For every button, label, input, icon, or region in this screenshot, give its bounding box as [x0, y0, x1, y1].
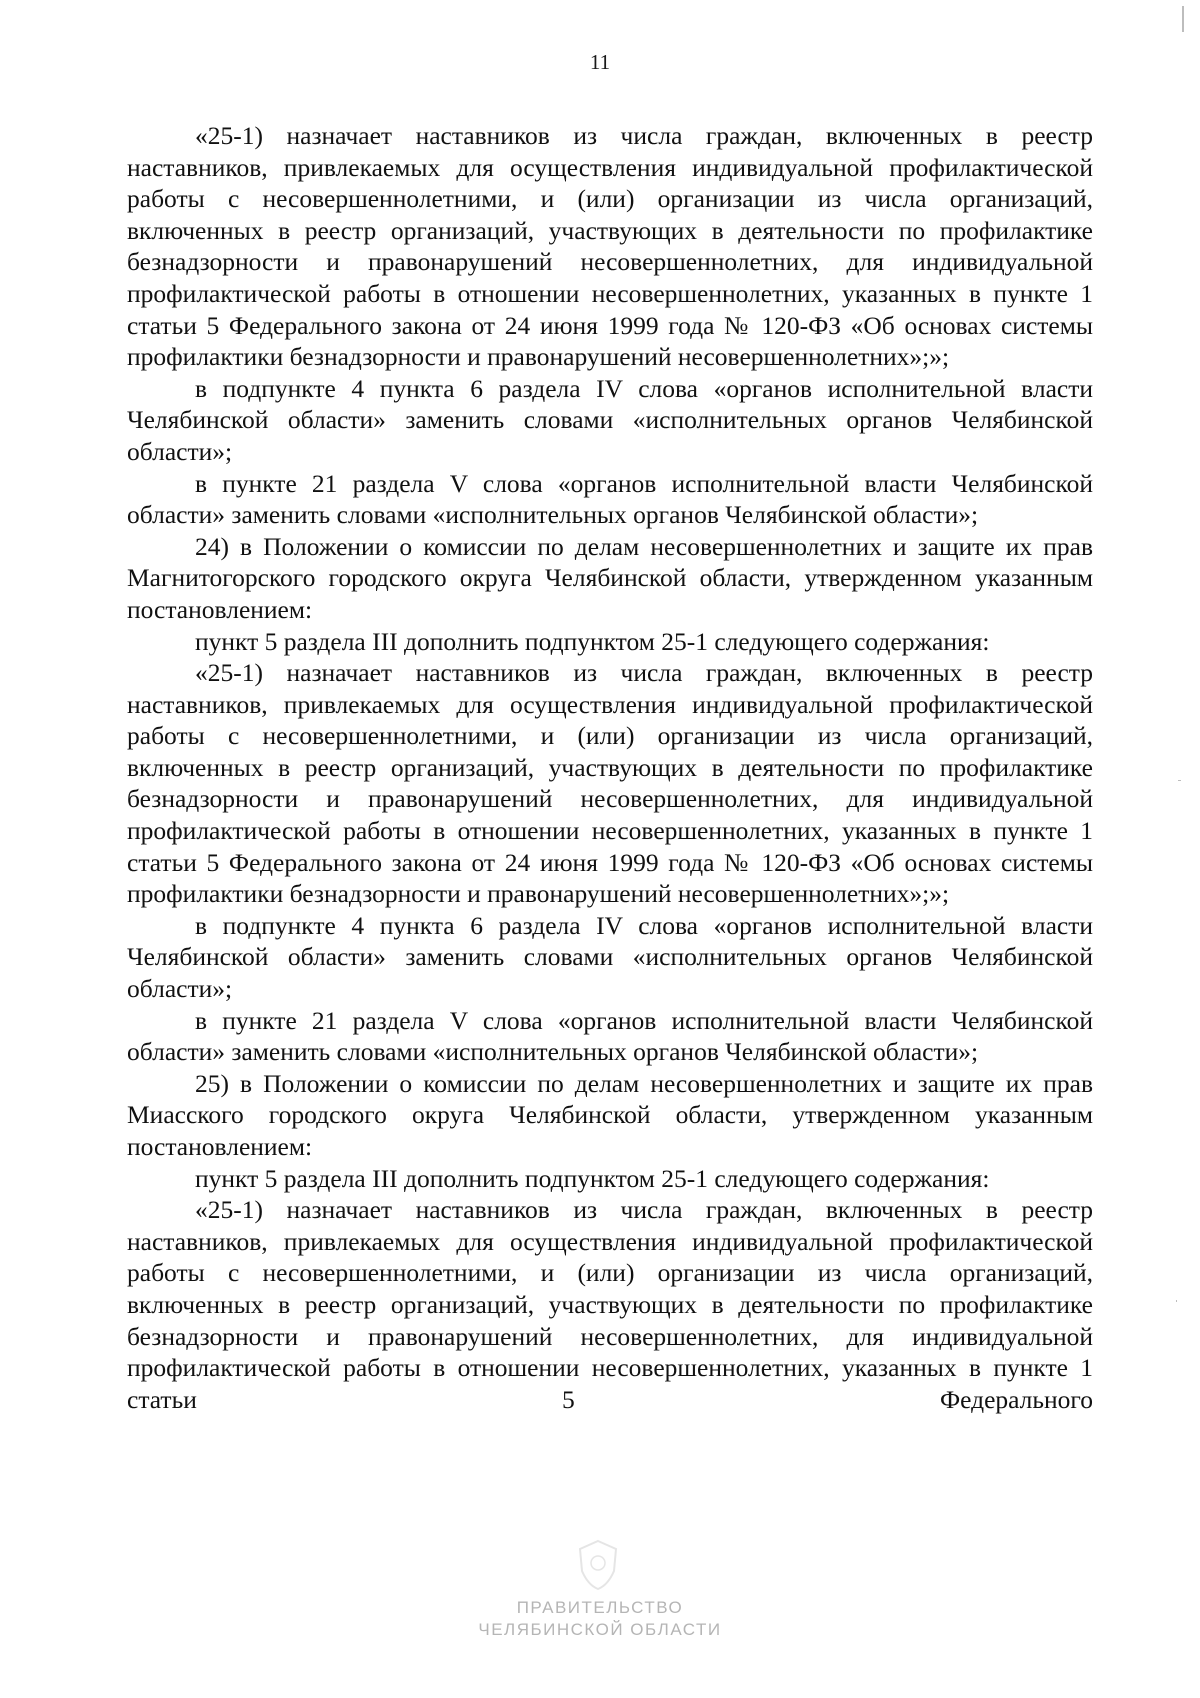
stamp-line-1: ПРАВИТЕЛЬСТВО	[516, 1598, 684, 1617]
scan-artifact	[1178, 780, 1181, 781]
paragraph-4: 24) в Положении о комиссии по делам несовершеннолетних и защите их прав Магнитогорского городского округа Челябинской области, утвержденном указанным постановлением:	[127, 531, 1093, 624]
paragraph-7: в подпункте 4 пункта 6 раздела IV слова «органов исполнительной власти Челябинской области» заменить словами «исполнительных органов Челябинской области»;	[127, 910, 1093, 1004]
stamp-line-2: ЧЕЛЯБИНСКОЙ ОБЛАСТИ	[478, 1620, 722, 1639]
coat-of-arms-icon	[568, 1535, 628, 1595]
government-stamp	[0, 1597, 1200, 1641]
paragraph-8: в пункте 21 раздела V слова «органов исполнительной власти Челябинской области» заменить словами «исполнительных органов Челябинской области»;	[127, 1005, 1093, 1067]
scan-artifact	[1176, 1300, 1177, 1302]
page-number: 11	[589, 50, 611, 74]
paragraph-5: пункт 5 раздела III дополнить подпунктом 25-1 следующего содержания:	[195, 626, 990, 656]
paragraph-2: в подпункте 4 пункта 6 раздела IV слова «органов исполнительной власти Челябинской области» заменить словами «исполнительных органов Челябинской области»;	[127, 373, 1093, 466]
paragraph-11: «25-1) назначает наставников из числа граждан, включенных в реестр наставников, привлекаемых для осуществления индивидуальной профилактической работы с несовершеннолетними, и (или) организации из числа организаций, включенных в реестр организаций, участвующих в деятельности по профилактике безнадзорности и правонарушений несовершеннолетних, для индивидуальной профилактической работы в отношении несовершеннолетних, указанных в пункте 1 статьи 5 Федерального	[127, 1195, 1093, 1414]
paragraph-6: «25-1) назначает наставников из числа граждан, включенных в реестр наставников, привлекаемых для осуществления индивидуальной профилактической работы с несовершеннолетними, и (или) организации из числа организаций, включенных в реестр организаций, участвующих в деятельности по профилактике безнадзорности и правонарушений несовершеннолетних, для индивидуальной профилактической работы в отношении несовершеннолетних, указанных в пункте 1 статьи 5 Федерального закона от 24 июня 1999 года № 120-ФЗ «Об основах системы профилактики безнадзорности и правонарушений несовершеннолетних»;»;	[127, 658, 1093, 909]
paragraph-1: «25-1) назначает наставников из числа граждан, включенных в реестр наставников, привлекаемых для осуществления индивидуальной профилактической работы с несовершеннолетними, и (или) организации из числа организаций, включенных в реестр организаций, участвующих в деятельности по профилактике безнадзорности и правонарушений несовершеннолетних, для индивидуальной профилактической работы в отношении несовершеннолетних, указанных в пункте 1 статьи 5 Федерального закона от 24 июня 1999 года № 120-ФЗ «Об основах системы профилактики безнадзорности и правонарушений несовершеннолетних»;»;	[127, 121, 1093, 372]
paragraph-10: пункт 5 раздела III дополнить подпунктом 25-1 следующего содержания:	[195, 1163, 990, 1193]
scan-artifact	[1182, 6, 1184, 32]
paragraph-9: 25) в Положении о комиссии по делам несовершеннолетних и защите их прав Миасского городского округа Челябинской области, утвержденном указанным постановлением:	[127, 1068, 1093, 1161]
document-body	[127, 120, 1093, 1415]
paragraph-3: в пункте 21 раздела V слова «органов исполнительной власти Челябинской области» заменить словами «исполнительных органов Челябинской области»;	[127, 468, 1093, 530]
